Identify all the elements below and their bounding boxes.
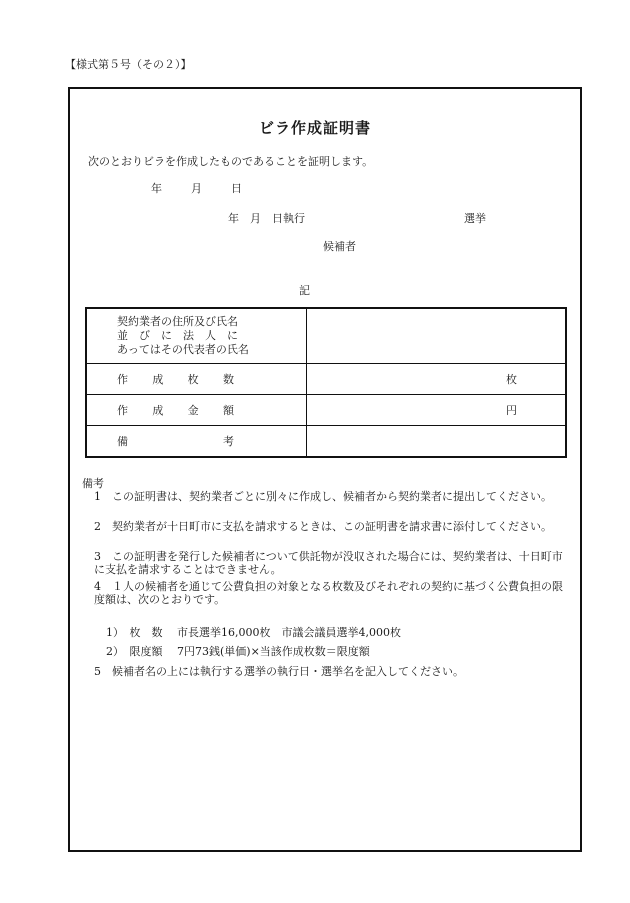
note-label: 備考: [117, 435, 234, 448]
remark-item: 5 候補者名の上には執行する選挙の執行日・選挙名を記入してください。: [94, 665, 464, 678]
remarks-title: 備考: [82, 477, 104, 490]
amount-unit: 円: [306, 395, 566, 426]
contractor-label: [86, 308, 306, 364]
election-date-line: 年 月 日執行: [228, 212, 305, 225]
remark-sub-item: 2） 限度額 7円73銭(単価)×当該作成枚数＝限度額: [106, 645, 370, 658]
note-value-cell: [306, 426, 566, 458]
contractor-label-line: 契約業者の住所及び氏名: [117, 315, 238, 328]
election-label: 選挙: [464, 212, 486, 225]
document-frame: [68, 87, 582, 852]
year-label: 年: [151, 182, 162, 195]
table-row: [86, 364, 566, 395]
ki-label: 記: [299, 284, 310, 297]
remark-sub-item: 1） 枚 数 市長選挙16,000枚 市議会議員選挙4,000枚: [106, 626, 401, 639]
remark-item: 2 契約業者が十日町市に支払を請求するときは、この証明書を請求書に添付してください。: [94, 520, 552, 533]
table-row: [86, 426, 566, 458]
month-label: 月: [191, 182, 202, 195]
count-label: 作成枚数: [117, 373, 234, 386]
record-table: [85, 307, 567, 458]
day-label: 日: [231, 182, 242, 195]
date-line: [151, 180, 242, 196]
candidate-label: 候補者: [323, 240, 356, 253]
intro-text: 次のとおりビラを作成したものであることを証明します。: [88, 155, 374, 168]
page-title: ビラ作成証明書: [258, 119, 371, 137]
table-row: [86, 308, 566, 364]
contractor-value-cell: [306, 308, 566, 364]
amount-label: 作成金額: [117, 404, 234, 417]
count-unit: 枚: [306, 364, 566, 395]
contractor-label-line: 並 び に 法 人 に: [117, 329, 238, 342]
table-row: [86, 395, 566, 426]
form-label: 【様式第５号（その２）】: [65, 58, 192, 71]
contractor-label-line: あってはその代表者の氏名: [117, 343, 249, 356]
remark-item: 3 この証明書を発行した候補者について供託物が没収された場合には、契約業者は、十日町市に支払を請求することはできません。: [94, 550, 563, 576]
remark-item: 1 この証明書は、契約業者ごとに別々に作成し、候補者から契約業者に提出してください。: [94, 490, 552, 503]
remark-item: 4 １人の候補者を通じて公費負担の対象となる枚数及びそれぞれの契約に基づく公費負担の限度額は、次のとおりです。: [94, 580, 563, 606]
